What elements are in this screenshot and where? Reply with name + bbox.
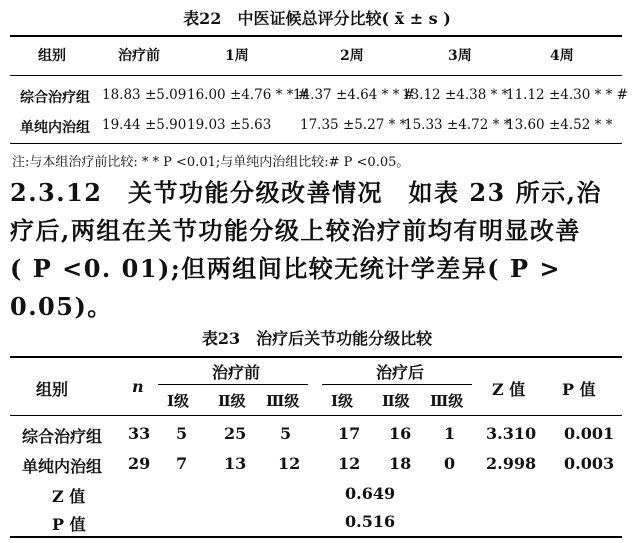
table23-row-label: 单纯内治组 (22, 457, 103, 476)
paragraph-line: ( P <0. 01);但两组间比较无统计学差异( P > (10, 254, 561, 283)
table23-cell: 0.001 (564, 424, 615, 443)
table23-p-label: P 值 (52, 515, 86, 534)
table22-cell: 13.60 ±4.52 * * (506, 117, 613, 133)
table23-grade: Ⅱ级 (382, 392, 410, 410)
table22-cell: 17.35 ±5.27 * * (300, 117, 407, 133)
table23-header-before: 治疗前 (212, 363, 261, 382)
table22-bottom-rule (10, 143, 622, 144)
table22-caption: 表22 中医证候总评分比较( x̄ ± s ) (183, 9, 451, 28)
table22-header-week2: 2周 (340, 48, 364, 64)
table23-cell: 29 (128, 454, 151, 473)
table22-header-before: 治疗前 (118, 48, 160, 64)
table23-cell: 12 (338, 454, 361, 473)
table23-cell: 12 (278, 454, 301, 473)
table23-header-group: 组别 (36, 380, 69, 399)
paragraph-line: 2.3.12 关节功能分级改善情况 如表 23 所示,治 (10, 178, 602, 207)
table23-cell: 13 (224, 454, 247, 473)
table23-header-rule (10, 415, 622, 416)
table23-cell: 5 (280, 424, 292, 443)
table22-cell: 15.33 ±4.72 * * (404, 117, 511, 133)
table22-row-label: 单纯内治组 (20, 120, 90, 136)
table22-header-week4: 4周 (550, 48, 574, 64)
table23-header-z: Z 值 (492, 380, 526, 399)
table23-top-rule (10, 356, 622, 358)
table22-cell: 14.37 ±4.64 * * # (293, 87, 415, 103)
table23-after-rule (322, 384, 472, 385)
table23-grade: Ⅲ级 (266, 392, 300, 410)
table23-grade: Ⅰ级 (331, 392, 354, 410)
table23-cell: 0.003 (564, 454, 615, 473)
table22-cell: 16.00 ±4.76 * * # (187, 87, 309, 103)
table22-note: 注:与本组治疗前比较: * * P <0.01;与单纯内治组比较:# P <0.05。 (12, 155, 410, 170)
table23-cell: 17 (338, 424, 361, 443)
table22-cell: 13.12 ±4.38 * * (402, 87, 509, 103)
table23-cell: 7 (176, 454, 188, 473)
table23-cell: 25 (224, 424, 247, 443)
table22-header-week1: 1周 (225, 48, 249, 64)
section-paragraph (10, 174, 628, 326)
table23-before-rule (158, 384, 308, 385)
table23-header-after: 治疗后 (376, 363, 425, 382)
table23-cell: 18 (389, 454, 412, 473)
table23-cell: 16 (389, 424, 412, 443)
table22-cell: 18.83 ±5.09 (102, 87, 187, 103)
paragraph-line: 0.05)。 (10, 292, 113, 321)
table22-cell: 11.12 ±4.30 * * # (506, 87, 628, 103)
table23-cell: 1 (444, 424, 456, 443)
table22-header-rule (10, 75, 622, 76)
table22-header-week3: 3周 (448, 48, 472, 64)
table23-bottom-rule (10, 536, 622, 538)
table23-grade: Ⅰ级 (167, 392, 190, 410)
table22-cell: 19.44 ±5.90 (102, 117, 187, 133)
table22-top-rule (10, 35, 622, 37)
table22-header-group: 组别 (38, 48, 66, 64)
table23-grade: Ⅱ级 (218, 392, 246, 410)
table23-cell: 2.998 (486, 454, 537, 473)
table23-z-value: 0.649 (345, 484, 396, 503)
table23-header-n: n (132, 377, 144, 396)
table22-cell: 19.03 ±5.63 (187, 117, 272, 133)
table23-p-value: 0.516 (345, 512, 396, 531)
table23-z-label: Z 值 (52, 487, 86, 506)
table23-row-label: 综合治疗组 (22, 427, 103, 446)
table23-cell: 0 (444, 454, 456, 473)
paragraph-line: 疗后,两组在关节功能分级上较治疗前均有明显改善 (10, 216, 581, 245)
table23-cell: 5 (176, 424, 188, 443)
table23-cell: 3.310 (486, 424, 537, 443)
table23-grade: Ⅲ级 (430, 392, 464, 410)
table23-cell: 33 (128, 424, 151, 443)
table22-row-label: 综合治疗组 (20, 90, 90, 106)
table23-caption: 表23 治疗后关节功能分级比较 (201, 329, 433, 348)
table23-header-p: P 值 (562, 380, 596, 399)
